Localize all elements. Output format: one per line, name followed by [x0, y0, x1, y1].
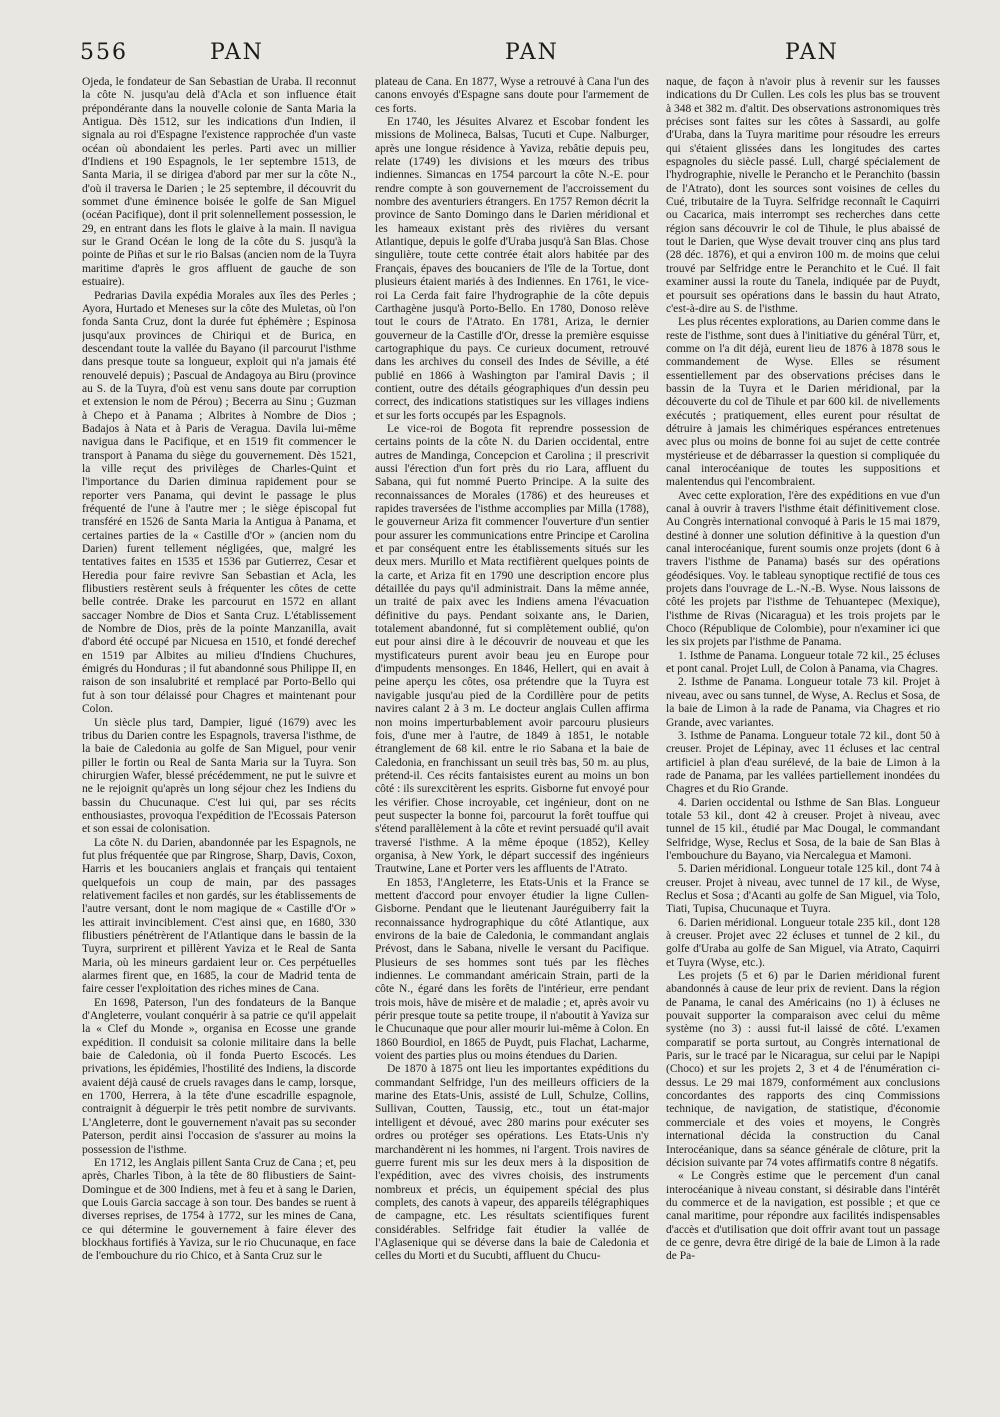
running-head-right: PAN — [785, 40, 839, 65]
text-column-1 — [82, 76, 356, 1401]
page-number: 556 — [80, 40, 128, 65]
project-item: 3. Isthme de Panama. Longueur totale 72 kil., dont 50 à creuser. Projet de Lépinay, avec 11 écluses et lac central artificiel à plan d'eau surélevé, de la baie de Limon à la rade de Panama, par les vallées partiellement inondées du Chagres et du Rio Grande. — [666, 729, 940, 796]
project-item: 1. Isthme de Panama. Longueur totale 72 kil., 25 écluses et pont canal. Projet Lull, de Colon à Panama, via Chagres. — [666, 649, 940, 676]
paragraph: Les projets (5 et 6) par le Darien méridional furent abandonnés à cause de leur prix de revient. Dans la région de Panama, le canal des Américains (no 1) à écluses ne pouvait supporter la comparaison avec celui du même système (no 3) : aussi fut-il laissé de côté. L'examen comparatif se porta surtout, au Congrès international de Paris, sur le tracé par le Nicaragua, sur celui par le Napipi (Choco) et sur les projets 2, 3 et 4 de l'énumération ci-dessus. Le 29 mai 1879, conformément aux conclusions concordantes des rapports des cinq Commissions technique, de navigation, de statistique, d'économie commerciale et des voies et moyens, le Congrès international décida la construction du Canal Interocéanique, dans sa séance générale de clôture, prit la décision suivante par 74 votes affirmatifs contre 8 négatifs. — [666, 970, 940, 1169]
running-head-left: PAN — [210, 40, 264, 65]
paragraph: naque, de façon à n'avoir plus à revenir sur les fausses indications du Dr Cullen. Les cols les plus bas se trouvent à 348 et 382 m. d'altit. Des observations astronomiques très précises sont faites sur les côtes à Sassardi, au golfe d'Uraba, dans la Tuyra maritime pour résoudre les erreurs qui s'étaient glissées dans les longitudes des cartes espagnoles du siècle passé. Lull, chargé spécialement de l'hydrographie, nivelle le Perancho et le Peranchito (bassin de l'Atrato), dont les sources sont voisines de celles du Cué, tributaire de la Tuyra. Selfridge reconnaît le Caquirri ou Cacarica, mais interrompt ses recherches dans cette région sans découvrir le col de Tihule, le plus abaissé de tout le Darien, que Wyse devait trouver cinq ans plus tard (28 déc. 1876), et qui a environ 100 m. de moins que celui trouvé par Selfridge entre le Peranchito et le Cué. Il fait examiner aussi la route du Tanela, indiquée par de Puydt, et poursuit ses opérations dans le bassin du haut Atrato, c'est-à-dire au S. de l'isthme. — [666, 76, 940, 315]
paragraph: De 1870 à 1875 ont lieu les importantes expéditions du commandant Selfridge, l'un des meilleurs officiers de la marine des Etats-Unis, assisté de Lull, Schulze, Collins, Sullivan, Coutten, Taussig, etc., tout un état-major intelligent et dévoué, avec 280 marins pour exécuter ses ordres ou protéger ses opérations. Les Etats-Unis n'y marchandèrent ni les hommes, ni l'argent. Trois navires de guerre furent mis sur les deux mers à la disposition de l'expédition, avec des vivres choisis, des instruments nombreux et précis, un équipement spécial des plus complets, des canots à vapeur, des appareils télégraphiques de campagne, etc. Les résultats scientifiques furent considérables. Selfridge fait étudier la vallée de l'Aglasenique qui se déverse dans la baie de Caledonia et celles du Morti et du Sucubti, affluent du Chucu- — [375, 1063, 649, 1263]
paragraph: Le vice-roi de Bogota fit reprendre possession de certains points de la côte N. du Darien occidental, entre autres de Mandinga, Concepcion et Carolina ; il prescrivit aussi l'érection d'un fort près du rio Lara, affluent du Sabana, qui fut nommé Puerto Principe. A la suite des reconnaissances de Morales (1786) et des heureuses et rapides traversées de l'isthme accomplies par Milla (1788), le gouverneur Ariza fit commencer l'ouverture d'un sentier pour assurer les communications entre Principe et Carolina et par conséquent entre les établissements situés sur les deux mers. Murillo et Mata rectifièrent quelques points de la carte, et Ariza fit en 1790 une description encore plus détaillée du pays qu'il administrait. Dans la même année, un traité de paix avec les Indiens amena l'évacuation définitive du pays. Pendant soixante ans, le Darien, totalement abandonné, fut si complètement oublié, qu'on eut pour ainsi dire à le découvrir de nouveau et que les mystificateurs purent avoir beau jeu en Europe pour d'impudents mensonges. En 1846, Hellert, qui en avait à peine aperçu les côtes, osa prétendre que la Tuyra est navigable jusqu'au pied de la Cordillère pour de petits navires calant 2 à 3 m. Le docteur anglais Cullen affirma non moins imperturbablement avoir parcouru plusieurs fois, d'une mer à l'autre, de 1849 à 1851, le notable étranglement de 68 kil. entre le rio Sabana et la baie de Caledonia, en franchissant un seuil très bas, 50 m. au plus, prétend-il. Ces récits fantaisistes eurent au moins un bon côté : ils surexcitèrent les esprits. Gisborne fut envoyé pour les vérifier. Chose incroyable, cet ingénieur, dont on ne peut suspecter la bonne foi, parcourut la forêt touffue qui s'étend parallèlement à la côte et revint persuadé qu'il avait traversé l'isthme. A la même époque (1852), Kelley organisa, à New York, le départ successif des ingénieurs Trautwine, Lane et Porter vers les affluents de l'Atrato. — [375, 422, 649, 876]
project-item: 4. Darien occidental ou Isthme de San Blas. Longueur totale 53 kil., dont 42 à creuser. Projet à niveau, avec tunnel de 15 kil., étudié par Mac Dougal, le commandant Selfridge, Wyse, Reclus et Sosa, de la baie de San Blas à l'embouchure du Bayano, via Nercalegua et Mamoni. — [666, 796, 940, 862]
paragraph: En 1698, Paterson, l'un des fondateurs de la Banque d'Angleterre, voulant conquérir à sa patrie ce qu'il appelait la « Clef du Monde », organisa en Ecosse une grande expédition. Il conduisit sa colonie militaire dans la belle baie de Caledonia, où il fonda Puerto Escocés. Les privations, les épidémies, l'hostilité des Indiens, la discorde avaient déjà causé de cruels ravages dans le camp, lorsque, en 1700, Herrera, à la tête d'une escadrille espagnole, contraignit à déguerpir le très petit nombre de survivants. L'Angleterre, dont le gouvernement n'avait pas su seconder Paterson, perdit ainsi l'occasion de s'assurer au moins la possession de l'isthme. — [82, 996, 356, 1156]
text-column-3 — [666, 76, 940, 1401]
paragraph: plateau de Cana. En 1877, Wyse a retrouvé à Cana l'un des canons envoyés d'Espagne sans doute pour l'armement de ces forts. — [375, 76, 649, 115]
paragraph: Pedrarias Davila expédia Morales aux îles des Perles ; Ayora, Hurtado et Meneses sur la côte des Muletas, où l'on fonda Santa Cruz, dont la durée fut éphémère ; Espinosa jusqu'aux provinces de Chiriqui et de Burica, en descendant toute la vallée du Bayano (il parcourut l'isthme dans presque toute sa longueur, exploit qui n'a jamais été renouvelé depuis) ; Pascual de Andagoya au Biru (province au S. de la Tuyra, d'où est venu sans doute par corruption et extension le nom de Pérou) ; Becerra au Sinu ; Guzman à Chepo et à Panama ; Albrites à Nombre de Dios ; Badajos à Nata et à Paris de Veragua. Davila lui-même navigua dans le Pacifique, et en 1519 fit commencer le transport à Panama du siège du gouvernement. Dès 1521, la ville reçut des privilèges de Charles-Quint et l'importance du Darien diminua rapidement pour se reporter vers Panama, qui devint le passage le plus fréquenté de l'une à l'autre mer ; le siège épiscopal fut transféré en 1526 de Santa Maria la Antigua à Panama, et certaines parties de la « Castille d'Or » (ancien nom du Darien) furent tellement négligées, que, malgré les tentatives faites en 1535 et 1536 par Gutierrez, Cesar et Heredia pour faire revivre San Sebastian et Acla, les flibustiers restèrent seuls à fréquenter les côtes de cette belle contrée. Drake les parcourut en 1572 en allant saccager Nombre de Dios et Santa Cruz. L'établissement de Nombre de Dios, près de la pointe Manzanilla, avait d'abord été occupé par Nicuesa en 1510, et fondé derechef en 1519 par Albites au milieu d'Indiens Chuchures, émigrés du Honduras ; il fut abandonné sous Philippe II, en raison de son insalubrité et remplacé par Porto-Bello qui fut à son tour délaissé pour Chagres et maintenant pour Colon. — [82, 289, 356, 716]
paragraph: Un siècle plus tard, Dampier, ligué (1679) avec les tribus du Darien contre les Espagnols, traversa l'isthme, de la baie de Caledonia au golfe de San Miguel, pour venir piller le fortin ou Real de Santa Maria sur la Tuyra. Son chirurgien Wafer, blessé précédemment, ne put le suivre et ne le rejoignit qu'après un long séjour chez les Indiens du bassin du Chucunaque. C'est lui qui, par ses récits enthousiastes, provoqua l'expédition de l'Ecossais Paterson et son essai de colonisation. — [82, 716, 356, 836]
paragraph: Les plus récentes explorations, au Darien comme dans le reste de l'isthme, sont dues à l'initiative du général Türr, et, comme on l'a dit déjà, eurent lieu de 1876 à 1878 sous le commandement de Wyse. Elles se résument essentiellement par des observations précises dans le bassin de la Tuyra et le Darien méridional, par la découverte du col de Tihule et par 600 kil. de nivellements exécutés ; pratiquement, elles eurent pour résultat de détruire à jamais les chimériques espérances entretenues avec plus ou moins de bonne foi au sujet de cette contrée mystérieuse et de débarrasser la question si compliquée du canal interocéanique de toutes les suppositions et malentendus qui l'encombraient. — [666, 316, 940, 489]
paragraph: Avec cette exploration, l'ère des expéditions en vue d'un canal à ouvrir à travers l'isthme était définitivement close. Au Congrès international convoqué à Paris le 15 mai 1879, destiné à donner une solution définitive à la question d'un canal interocéanique, furent soumis onze projets (dont 6 à travers l'isthme de Panama) basés sur des opérations géodésiques. Voy. le tableau synoptique rectifié de tous ces projets dans l'ouvrage de L.-N.-B. Wyse. Nous laissons de côté les projets par l'isthme de Tehuantepec (Mexique), l'isthme de Rivas (Nicaragua) et les trois projets par le Choco (République de Colombie), pour n'examiner ici que les six projets par l'isthme de Panama. — [666, 489, 940, 649]
paragraph: La côte N. du Darien, abandonnée par les Espagnols, ne fut plus fréquentée que par Ringrose, Sharp, Davis, Coxon, Harris et les boucaniers anglais et français qui tentaient quelquefois un coup de main, par des passages relativement faciles et non gardés, sur les établissements de l'autre versant, dont le nom magique de « Castille d'Or » les attirait invinciblement. C'est ainsi que, en 1680, 330 flibustiers pénétrèrent de l'Atlantique dans le bassin de la Tuyra, surprirent et pillèrent Yaviza et le Real de Santa Maria, où les mineurs gardaient leur or. Ces perpétuelles alarmes firent que, en 1685, la cour de Madrid tenta de faire cesser l'exploitation des riches mines de Cana. — [82, 836, 356, 996]
project-item: 6. Darien méridional. Longueur totale 235 kil., dont 128 à creuser. Projet avec 22 écluses et tunnel de 2 kil., du golfe d'Uraba au golfe de San Miguel, via Atrato, Caquirri et Tuyra (Wyse, etc.). — [666, 916, 940, 969]
paragraph: « Le Congrès estime que le percement d'un canal interocéanique à niveau constant, si désirable dans l'intérêt du commerce et de la navigation, est possible ; et que ce canal maritime, pour répondre aux facilités indispensables d'accès et d'utilisation que doit offrir avant tout un passage de ce genre, devra être dirigé de la baie de Limon à la rade de Pa- — [666, 1170, 940, 1263]
project-item: 2. Isthme de Panama. Longueur totale 73 kil. Projet à niveau, avec ou sans tunnel, de Wyse, A. Reclus et Sosa, de la baie de Limon à la rade de Panama, via Chagres et rio Grande, avec variantes. — [666, 676, 940, 729]
paragraph: En 1853, l'Angleterre, les Etats-Unis et la France se mettent d'accord pour envoyer étudier la ligne Cullen-Gisborne. Pendant que le lieutenant Jauréguiberry fait la reconnaissance hydrographique du côté Atlantique, aux environs de la baie de Caledonia, le commandant anglais Prévost, dans le Sabana, nivelle le versant du Pacifique. Plusieurs de ses hommes sont tués par les flèches indiennes. Le commandant américain Strain, parti de la côte N., égaré dans les forêts de l'intérieur, erre pendant trois mois, hâve de misère et de maladie ; et, après avoir vu périr presque toute sa petite troupe, il n'aboutit à Yaviza sur le Chucunaque que pour aller mourir lui-même à Colon. En 1860 Bourdiol, en 1865 de Puydt, puis Flachat, Lacharme, voient des parties plus ou moins étendues du Darien. — [375, 876, 649, 1063]
text-column-2 — [375, 76, 649, 1401]
paragraph: En 1740, les Jésuites Alvarez et Escobar fondent les missions de Molineca, Balsas, Tucuti et Cupe. Nalburger, après une longue résidence à Yaviza, rebâtie depuis peu, relate (1749) les divisions et les mœurs des tribus indiennes. Simancas en 1754 parcourt la côte N.-E. pour rendre compte à son gouvernement de l'accroissement du nombre des aventuriers étrangers. En 1757 Remon décrit la province de Santo Domingo dans le Darien méridional et les hameaux existant près des rivières du versant Atlantique, depuis le golfe d'Uraba jusqu'à San Blas. Chose singulière, toute cette contrée était alors habitée par des Français, épaves des boucaniers de l'île de la Tortue, dont plusieurs étaient mariés à des Indiennes. En 1761, le vice-roi La Cerda fait faire l'hydrographie de la côte depuis Carthagène jusqu'à Porto-Bello. En 1780, Donoso relève tout le cours de l'Atrato. En 1781, Ariza, le dernier gouverneur de la Castille d'Or, dresse la première esquisse cartographique du pays. Ce curieux document, retrouvé dans les archives du conseil des Indes de Séville, a été publié en 1866 à Washington par l'amiral Davis ; il contient, outre des détails géographiques d'un dessin peu correct, des indications statistiques sur les villages indiens et sur les forts occupés par les Espagnols. — [375, 116, 649, 422]
running-head-center: PAN — [505, 40, 559, 65]
paragraph: En 1712, les Anglais pillent Santa Cruz de Cana ; et, peu après, Charles Tibon, à la tête de 80 flibustiers de Saint-Domingue et de 300 Indiens, met à feu et à sang le Darien, que Louis Garcia saccage à son tour. Des bandes se ruent à diverses reprises, de 1754 à 1772, sur les mines de Cana, ce qui détermine le gouvernement à faire élever des blockhaus fortifiés à Yaviza, sur le rio Chucunaque, en face de l'embouchure du rio Chico, et à Santa Cruz sur le — [82, 1156, 356, 1263]
paragraph: Ojeda, le fondateur de San Sebastian de Uraba. Il reconnut la côte N. jusqu'au delà d'Acla et son influence était prépondérante dans la nouvelle colonie de Santa Maria la Antigua. Dès 1512, sur les indications d'un Indien, il signala au roi d'Espagne l'existence rapprochée d'un vaste océan où abondaient les perles. Parti avec un millier d'Indiens et 190 Espagnols, le 1er septembre 1513, de Santa Maria, il se dirigea d'abord par mer sur la côte N., d'où il traversa le Darien ; le 25 septembre, il découvrit du sommet d'une éminence boisée le golfe de San Miguel (océan Pacifique), dont il prit solennellement possession, le 29, en entrant dans les flots le glaive à la main. Il navigua sur le Grand Océan le long de la côte du S. jusqu'à la pointe de Piñas et sur le rio Balsas (ancien nom de la Tuyra maritime d'après le gros affluent de gauche de son estuaire). — [82, 76, 356, 289]
project-item: 5. Darien méridional. Longueur totale 125 kil., dont 74 à creuser. Projet à niveau, avec tunnel de 17 kil., de Wyse, Reclus et Sosa ; d'Acanti au golfe de San Miguel, via Tolo, Tiati, Tupisa, Chucunaque et Tuyra. — [666, 863, 940, 916]
